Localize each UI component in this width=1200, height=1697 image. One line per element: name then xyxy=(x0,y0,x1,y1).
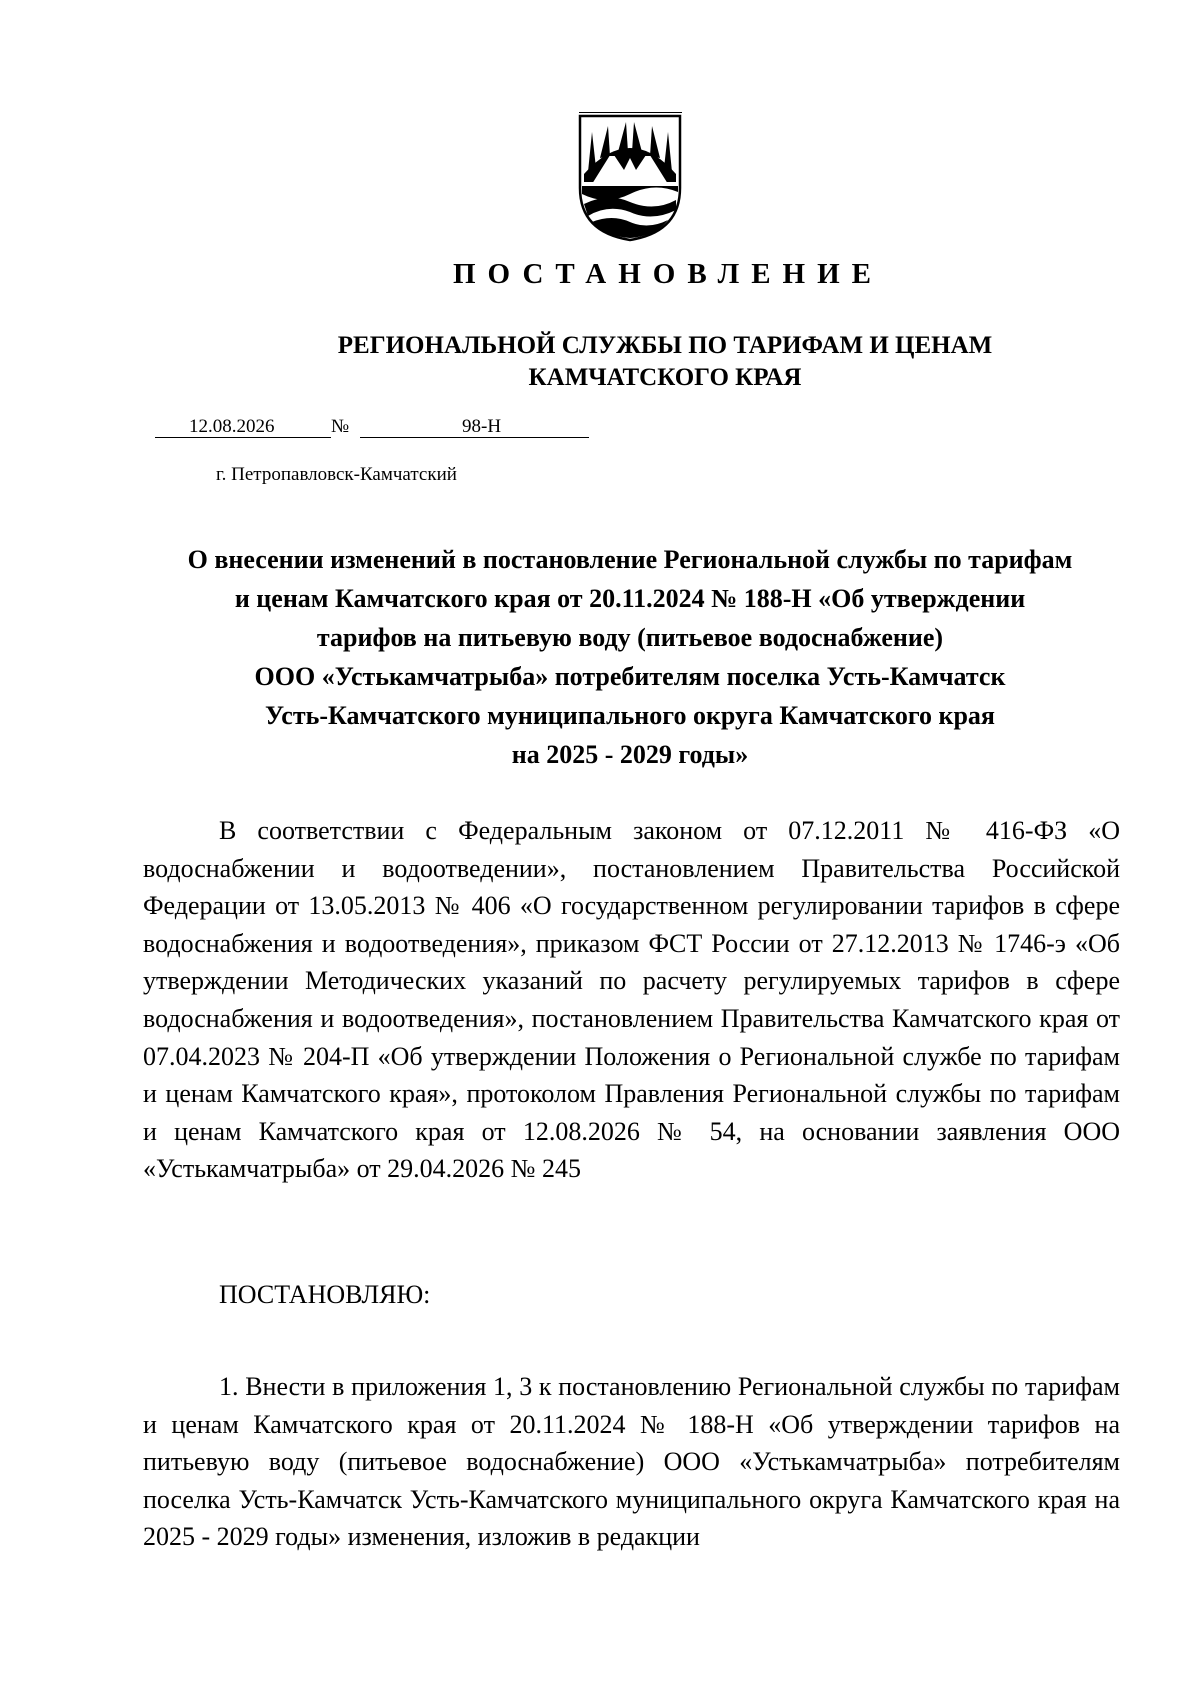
subject-line: на 2025 - 2029 годы» xyxy=(511,740,749,769)
place-of-issue: г. Петропавловск-Камчатский xyxy=(216,464,457,485)
decree-word: ПОСТАНОВЛЯЮ: xyxy=(219,1280,431,1309)
date-field xyxy=(155,416,331,438)
document-date: 12.08.2026 xyxy=(189,416,275,437)
document-subject xyxy=(140,540,1120,774)
authority-line-1: РЕГИОНАЛЬНОЙ СЛУЖБЫ ПО ТАРИФАМ И ЦЕНАМ xyxy=(337,332,993,359)
subject-line: тарифов на питьевую воду (питьевое водоснабжение) xyxy=(316,623,944,652)
number-sign: № xyxy=(331,416,350,437)
issuing-authority xyxy=(200,330,1130,394)
subject-line: и ценам Камчатского края от 20.11.2024 № 188-Н «Об утверждении xyxy=(234,584,1026,613)
kamchatka-coat-of-arms-icon xyxy=(578,112,682,242)
subject-line: О внесении изменений в постановление Региональной службы по тарифам xyxy=(187,545,1073,574)
subject-line: ООО «Устькамчатрыба» потребителям поселка Усть-Камчатск xyxy=(254,662,1006,691)
clause-1-paragraph: 1. Внести в приложения 1, 3 к постановлению Региональной службы по тарифам и ценам Камчатского края от 20.11.2024 № 188-Н «Об утверждении тарифов на питьевую воду (питьевое водоснабжение) ООО «Устькамчатрыба» потребителям поселка Усть-Камчатск Усть-Камчатского муниципального округа Камчатского края на 2025 - 2029 годы» изменения, изложив в редакции xyxy=(143,1372,1120,1552)
subject-line: Усть-Камчатского муниципального округа Камчатского края xyxy=(265,701,995,730)
number-field xyxy=(360,416,589,438)
authority-line-2: КАМЧАТСКОГО КРАЯ xyxy=(528,364,802,391)
document-title: ПОСТАНОВЛЕНИЕ xyxy=(452,258,883,290)
document-number: 98-Н xyxy=(462,416,502,437)
preamble-paragraph: В соответствии с Федеральным законом от 07.12.2011 № 416-ФЗ «О водоснабжении и водоотведении», постановлением Правительства Российской Федерации от 13.05.2013 № 406 «О государственном регулировании тарифов в сфере водоснабжения и водоотведения», приказом ФСТ России от 27.12.2013 № 1746-э «Об утверждении Методических указаний по расчету регулируемых тарифов в сфере водоснабжения и водоотведения», постановлением Правительства Камчатского края от 07.04.2023 № 204-П «Об утверждении Положения о Региональной службе по тарифам и ценам Камчатского края», протоколом Правления Региональной службы по тарифам и ценам Камчатского края от 12.08.2026 № 54, на основании заявления ООО «Устькамчатрыба» от 29.04.2026 № 245 xyxy=(143,816,1120,1184)
